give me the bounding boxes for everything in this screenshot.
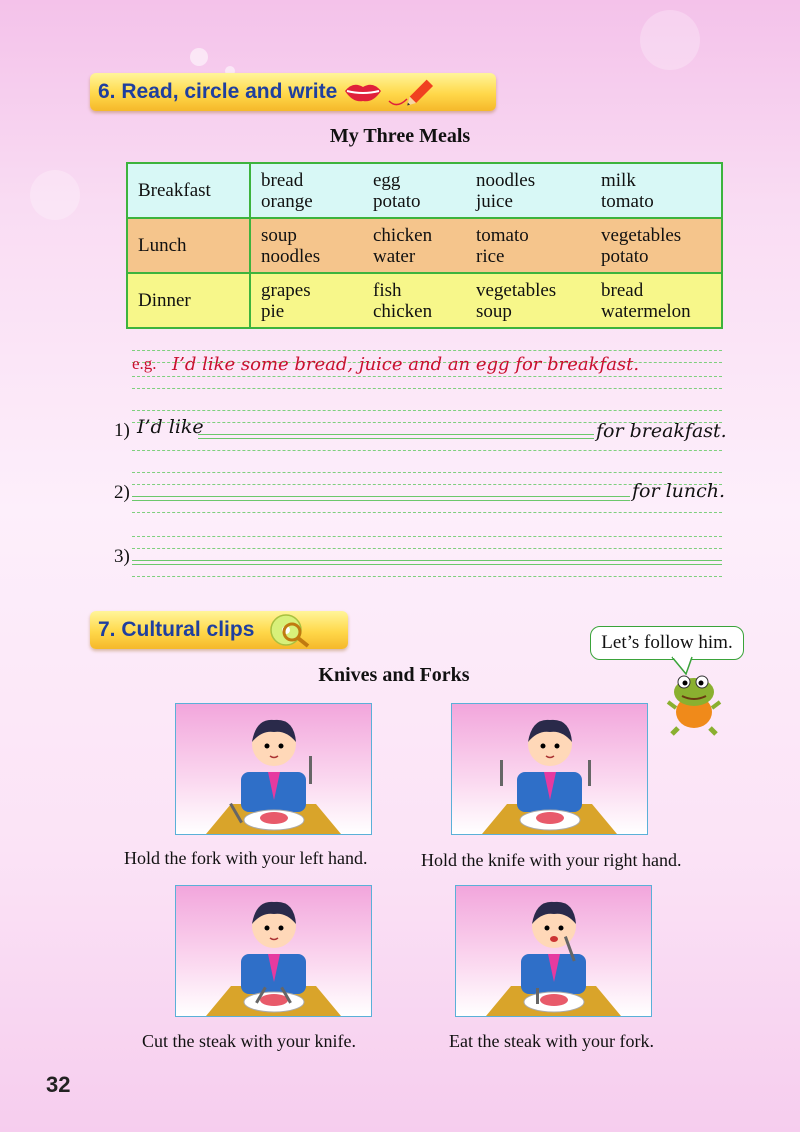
- food-option[interactable]: water: [373, 245, 416, 267]
- answer-blank-3[interactable]: [134, 544, 722, 568]
- table-row-breakfast: [127, 163, 722, 218]
- food-option[interactable]: chicken: [373, 224, 433, 246]
- example-prefix: e.g.: [132, 354, 157, 373]
- background-bubble: [190, 48, 208, 66]
- food-option[interactable]: soup: [261, 224, 297, 246]
- food-option[interactable]: bread: [261, 169, 304, 191]
- exercise-number: 2): [114, 482, 130, 503]
- pencil-icon: [385, 75, 441, 109]
- frog-mascot-icon: [664, 672, 724, 736]
- boy-illustration-icon: [452, 704, 647, 834]
- meal-name: Dinner: [127, 273, 250, 328]
- food-option[interactable]: noodles: [261, 245, 321, 267]
- food-option[interactable]: grapes: [261, 279, 311, 301]
- speech-bubble: Let’s follow him.: [590, 626, 744, 660]
- illustration-cut-steak: [175, 885, 372, 1017]
- meal-name: Lunch: [127, 218, 250, 273]
- exercise-end: for breakfast.: [596, 420, 727, 442]
- food-option[interactable]: juice: [476, 190, 513, 212]
- caption-3: Cut the steak with your knife.: [142, 1031, 356, 1051]
- section-7-title: 7. Cultural clips: [98, 618, 255, 641]
- exercise-number: 3): [114, 546, 130, 567]
- food-option[interactable]: tomato: [476, 224, 529, 246]
- answer-blank-1[interactable]: [198, 418, 592, 442]
- food-option[interactable]: watermelon: [601, 300, 691, 322]
- background-bubble: [30, 170, 80, 220]
- food-option[interactable]: egg: [373, 169, 401, 191]
- food-option[interactable]: orange: [261, 190, 313, 212]
- lips-icon: [343, 79, 383, 105]
- section-6-banner: [90, 73, 496, 111]
- cultural-clip-title: Knives and Forks: [318, 664, 470, 686]
- section-6-title: 6. Read, circle and write: [98, 80, 338, 103]
- food-option[interactable]: noodles: [476, 169, 536, 191]
- food-option[interactable]: vegetables: [476, 279, 557, 301]
- food-option[interactable]: bread: [601, 279, 644, 301]
- table-row-lunch: [127, 218, 722, 273]
- caption-4: Eat the steak with your fork.: [449, 1031, 654, 1051]
- illustration-hold-knife: [451, 703, 648, 835]
- food-option[interactable]: fish: [373, 279, 402, 301]
- food-option[interactable]: chicken: [373, 300, 433, 322]
- illustration-eat-steak: [455, 885, 652, 1017]
- food-option[interactable]: potato: [601, 245, 649, 267]
- food-option[interactable]: pie: [261, 300, 285, 322]
- example-sentence: I’d like some bread, juice and an egg for breakfast.: [172, 354, 640, 375]
- meals-table: [126, 162, 723, 329]
- caption-1: Hold the fork with your left hand.: [124, 848, 368, 868]
- exercise-number: 1): [114, 420, 130, 441]
- answer-blank-2[interactable]: [134, 480, 628, 504]
- caption-2: Hold the knife with your right hand.: [421, 850, 682, 870]
- exercise-end: for lunch.: [632, 480, 726, 502]
- boy-illustration-icon: [456, 886, 651, 1016]
- food-option[interactable]: soup: [476, 300, 512, 322]
- boy-illustration-icon: [176, 704, 371, 834]
- food-option[interactable]: tomato: [601, 190, 654, 212]
- exercise-start: I’d like: [137, 416, 204, 438]
- illustration-hold-fork: [175, 703, 372, 835]
- meal-name: Breakfast: [127, 163, 250, 218]
- background-bubble: [640, 10, 700, 70]
- table-row-dinner: [127, 273, 722, 328]
- section-7-banner: [90, 611, 348, 649]
- boy-illustration-icon: [176, 886, 371, 1016]
- food-option[interactable]: vegetables: [601, 224, 682, 246]
- food-option[interactable]: rice: [476, 245, 505, 267]
- food-option[interactable]: milk: [601, 169, 636, 191]
- food-option[interactable]: potato: [373, 190, 421, 212]
- magnifier-disc-icon: [262, 612, 320, 648]
- meals-table-title: My Three Meals: [329, 125, 471, 147]
- page-number: 32: [46, 1072, 71, 1097]
